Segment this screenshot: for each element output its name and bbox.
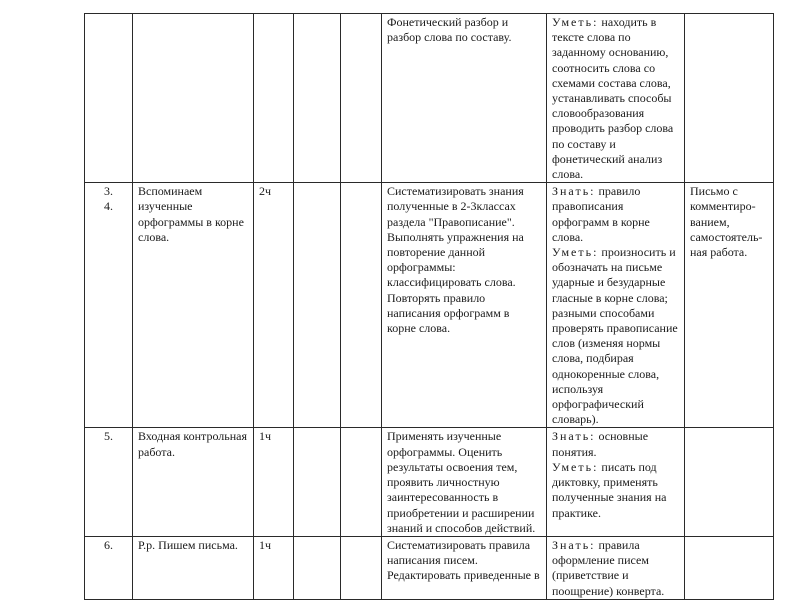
- hours-cell: 1ч: [254, 428, 294, 536]
- outcome-text: находить в тексте слова по заданному основанию, соотносить слова со схемами состава слова, устанавливать способы словообразования проводить разбор слова по составу и фонетический анализ слова.: [552, 15, 674, 182]
- outcome-label: Уметь:: [552, 459, 599, 474]
- outcome-text: писать под диктовку, применять полученные знания на практике.: [552, 459, 667, 520]
- lesson-topic-cell: Р.р. Пишем письма.: [133, 536, 254, 599]
- outcomes-cell: [547, 14, 685, 183]
- outcome-label: Уметь:: [552, 245, 599, 260]
- control-form-cell: [685, 428, 774, 536]
- activities-cell: Систематизировать правила написания писем. Редактировать приведенные в: [382, 536, 547, 599]
- table-row: [85, 14, 774, 183]
- control-form-cell: [685, 536, 774, 599]
- table-row: [85, 183, 774, 428]
- outcome-label: Знать:: [552, 429, 596, 444]
- activities-cell: Фонетический разбор и разбор слова по составу.: [382, 14, 547, 183]
- date-plan-cell: [294, 183, 341, 428]
- date-fact-cell: [341, 14, 382, 183]
- outcome-label: Знать:: [552, 537, 596, 552]
- control-form-cell: [685, 14, 774, 183]
- date-fact-cell: [341, 536, 382, 599]
- date-fact-cell: [341, 428, 382, 536]
- hours-cell: 1ч: [254, 536, 294, 599]
- outcome-text: основные понятия.: [552, 429, 649, 459]
- outcomes-cell: [547, 428, 685, 536]
- date-plan-cell: [294, 428, 341, 536]
- activities-cell: Применять изученные орфограммы. Оценить результаты освоения тем, проявить личностную заинтересованность в приобретении и расширении знаний и способов действий.: [382, 428, 547, 536]
- outcome-label: Уметь:: [552, 15, 599, 29]
- lesson-number-cell: [85, 183, 133, 428]
- lesson-topic-cell: [133, 14, 254, 183]
- control-form-cell: Письмо с комментиро-ванием, самостоятель-ная работа.: [685, 183, 774, 428]
- hours-cell: [254, 14, 294, 183]
- lesson-number: 3.: [104, 184, 113, 199]
- outcome-text: правило правописания орфограмм в корне слова.: [552, 184, 650, 244]
- date-plan-cell: [294, 536, 341, 599]
- outcomes-cell: [547, 536, 685, 599]
- lesson-number-cell: [85, 428, 133, 536]
- date-plan-cell: [294, 14, 341, 183]
- lesson-topic-cell: Вспоминаем изученные орфограммы в корне слова.: [133, 183, 254, 428]
- lesson-plan-table: [84, 13, 774, 600]
- lesson-number-cell: [85, 14, 133, 183]
- lesson-number: 5.: [104, 429, 113, 444]
- lesson-number: 4.: [104, 199, 113, 214]
- lesson-number: 6.: [104, 537, 113, 552]
- date-fact-cell: [341, 183, 382, 428]
- outcomes-cell: [547, 183, 685, 428]
- lesson-number-cell: [85, 536, 133, 599]
- activities-cell: Систематизировать знания полученные в 2-3классах раздела "Правописание". Выполнять упражнения на повторение данной орфограммы: классифицировать слова. Повторять правило написания орфограмм в корне слова.: [382, 183, 547, 428]
- outcome-label: Знать:: [552, 184, 596, 199]
- outcome-text: произносить и обозначать на письме ударные и безударные гласные в корне слова; разными способами проверять правописание слов (изменяя нормы слова, подбирая однокоренные слова, используя орфографический словарь).: [552, 245, 678, 427]
- table-row: [85, 536, 774, 599]
- lesson-topic-cell: Входная контрольная работа.: [133, 428, 254, 536]
- hours-cell: 2ч: [254, 183, 294, 428]
- outcome-text: правила оформление писем (приветствие и поощрение) конверта.: [552, 537, 665, 598]
- table-row: [85, 428, 774, 536]
